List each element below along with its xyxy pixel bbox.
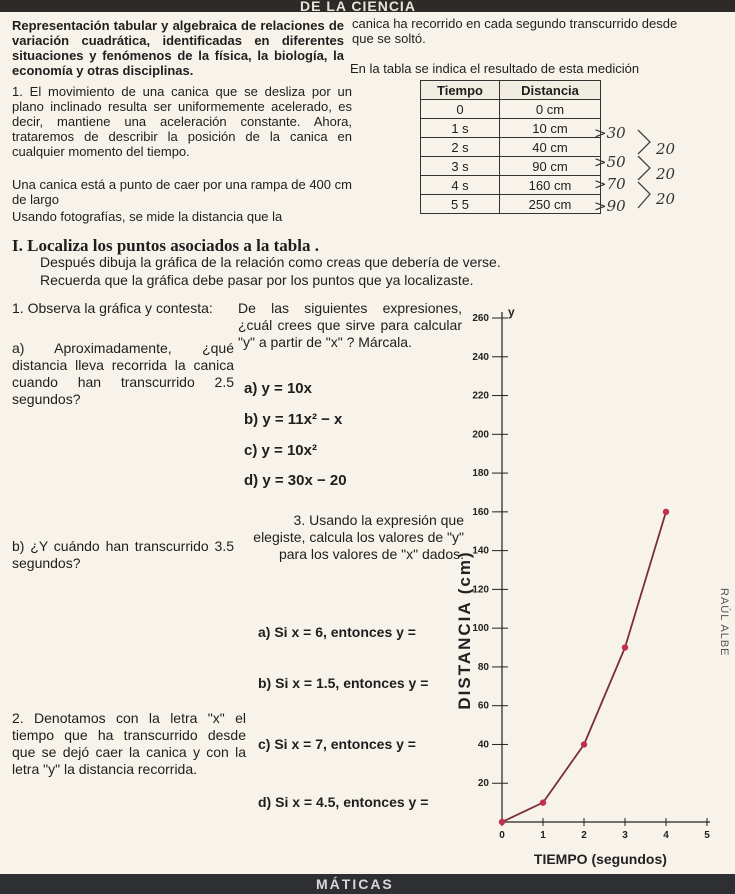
y-tick-label: 60 <box>477 700 489 712</box>
table-cell: 0 cm <box>500 100 601 119</box>
y-tick-label: 100 <box>472 623 489 635</box>
table-row <box>421 119 601 138</box>
table-cell: 2 s <box>421 138 500 157</box>
table-cell: 4 s <box>421 176 500 195</box>
table-row <box>421 195 601 214</box>
handwritten-second-diff-1: 20 <box>656 140 676 158</box>
question-1b-text: b) ¿Y cuándo han transcurrido 3.5 segundos? <box>12 538 234 571</box>
y-tick-label: 120 <box>472 584 489 596</box>
table-header-distancia: Distancia <box>500 81 601 100</box>
question-3d: d) Si x = 4.5, entonces y = <box>258 794 429 810</box>
distance-time-chart <box>450 300 710 870</box>
x-tick-label: 0 <box>499 830 505 841</box>
intro-right-text: canica ha recorrido en cada segundo transcurrido desde que se soltó. <box>352 16 678 46</box>
x-axis-title: TIEMPO (segundos) <box>533 851 667 867</box>
option-d: d) y = 30x − 20 <box>244 472 347 489</box>
handwritten-diff-3: >70 <box>594 175 626 193</box>
header-title: DE LA CIENCIA <box>300 0 416 14</box>
handwritten-brackets-icon <box>636 124 656 216</box>
y-tick-label: 160 <box>472 506 489 518</box>
y-tick-label: 240 <box>472 351 489 363</box>
table-cell: 40 cm <box>500 138 601 157</box>
table-cell: 0 <box>421 100 500 119</box>
section-i-line-3: Recuerda que la gráfica debe pasar por los puntos que ya localizaste. <box>40 272 474 288</box>
y-tick-label: 140 <box>472 545 489 557</box>
page-header <box>0 0 735 12</box>
x-tick-label: 3 <box>622 830 628 841</box>
data-point <box>540 799 546 805</box>
table-row <box>421 176 601 195</box>
option-a: a) y = 10x <box>244 380 312 397</box>
question-3c: c) Si x = 7, entonces y = <box>258 736 416 752</box>
question-3-intro: 3. Usando la expresión que elegiste, calcula los valores de "y" para los valores de "x" dados. <box>253 512 464 562</box>
table-cell: 250 cm <box>500 195 601 214</box>
problem-3-text: Usando fotografías, se mide la distancia que la <box>12 209 283 224</box>
data-point <box>622 644 628 650</box>
series-points <box>499 509 669 826</box>
table-row <box>421 138 601 157</box>
series-line <box>502 512 666 822</box>
table-row <box>421 100 601 119</box>
page-footer <box>0 874 735 894</box>
problem-2-text: Una canica está a punto de caer por una rampa de 400 cm de largo <box>12 177 352 207</box>
data-point <box>581 741 587 747</box>
question-1a-text: a) Aproximadamente, ¿qué distancia lleva recorrida la canica cuando han transcurrido 2.5 segundos? <box>12 340 234 407</box>
table-cell: 10 cm <box>500 119 601 138</box>
side-credit: RAÚL ALBE <box>718 588 730 657</box>
y-tick-label: 80 <box>477 661 489 673</box>
problem-1-text: 1. El movimiento de una canica que se desliza por un plano inclinado resulta ser uniformemente acelerado, es decir, mantiene una aceleración constante. Ahora, trataremos de describir la posición de la canica en cualquier momento del tiempo. <box>12 84 352 159</box>
note-2-text: 2. Denotamos con la letra "x" el tiempo que ha transcurrido desde que se dejó caer la canica y con la letra "y" la distancia recorrida. <box>12 710 246 777</box>
question-2-intro: De las siguientes expresiones, ¿cuál crees que sirve para calcular "y" a partir de "x" ? Márcala. <box>238 300 462 350</box>
table-cell: 3 s <box>421 157 500 176</box>
x-tick-label: 5 <box>704 830 710 841</box>
table-cell: 1 s <box>421 119 500 138</box>
table-header-tiempo: Tiempo <box>421 81 500 100</box>
table-cell: 160 cm <box>500 176 601 195</box>
table-header-row <box>421 81 601 100</box>
handwritten-diff-2: >50 <box>594 153 626 171</box>
y-axis-letter: y <box>508 305 515 319</box>
table-row <box>421 157 601 176</box>
data-point <box>663 509 669 515</box>
y-tick-label: 200 <box>472 429 489 441</box>
option-c: c) y = 10x² <box>244 442 317 459</box>
y-ticks <box>472 313 508 789</box>
y-tick-label: 180 <box>472 468 489 480</box>
table-cell: 90 cm <box>500 157 601 176</box>
y-tick-label: 220 <box>472 390 489 402</box>
section-i-line-2: Después dibuja la gráfica de la relación como creas que debería de verse. <box>40 254 501 270</box>
table-cell: 5 5 <box>421 195 500 214</box>
handwritten-second-diff-3: 20 <box>656 190 676 208</box>
data-table <box>420 80 601 214</box>
intro-title: Representación tabular y algebraica de relaciones de variación cuadrática, identificadas en diferentes situaciones y fenómenos de la física, la biología, la economía y otras disciplinas. <box>12 18 344 78</box>
option-b: b) y = 11x² − x <box>244 411 343 428</box>
handwritten-second-diff-2: 20 <box>656 165 676 183</box>
question-3a: a) Si x = 6, entonces y = <box>258 624 416 640</box>
handwritten-diff-1: >30 <box>594 124 626 142</box>
question-1-text: 1. Observa la gráfica y contesta: <box>12 300 213 316</box>
data-point <box>499 819 505 825</box>
question-3b: b) Si x = 1.5, entonces y = <box>258 675 429 691</box>
x-tick-label: 4 <box>663 830 669 841</box>
y-tick-label: 20 <box>477 778 489 790</box>
handwritten-diff-4: >90 <box>594 197 626 215</box>
footer-text: MÁTICAS <box>316 876 394 892</box>
x-tick-label: 2 <box>581 830 587 841</box>
intro-right-text-2: En la tabla se indica el resultado de esta medición <box>350 61 640 76</box>
y-axis-title: DISTANCIA (cm) <box>455 550 474 710</box>
x-tick-label: 1 <box>540 830 546 841</box>
y-tick-label: 260 <box>472 313 489 324</box>
y-tick-label: 40 <box>477 739 489 751</box>
section-i-label: I. Localiza los puntos asociados a la tabla . <box>12 236 319 255</box>
